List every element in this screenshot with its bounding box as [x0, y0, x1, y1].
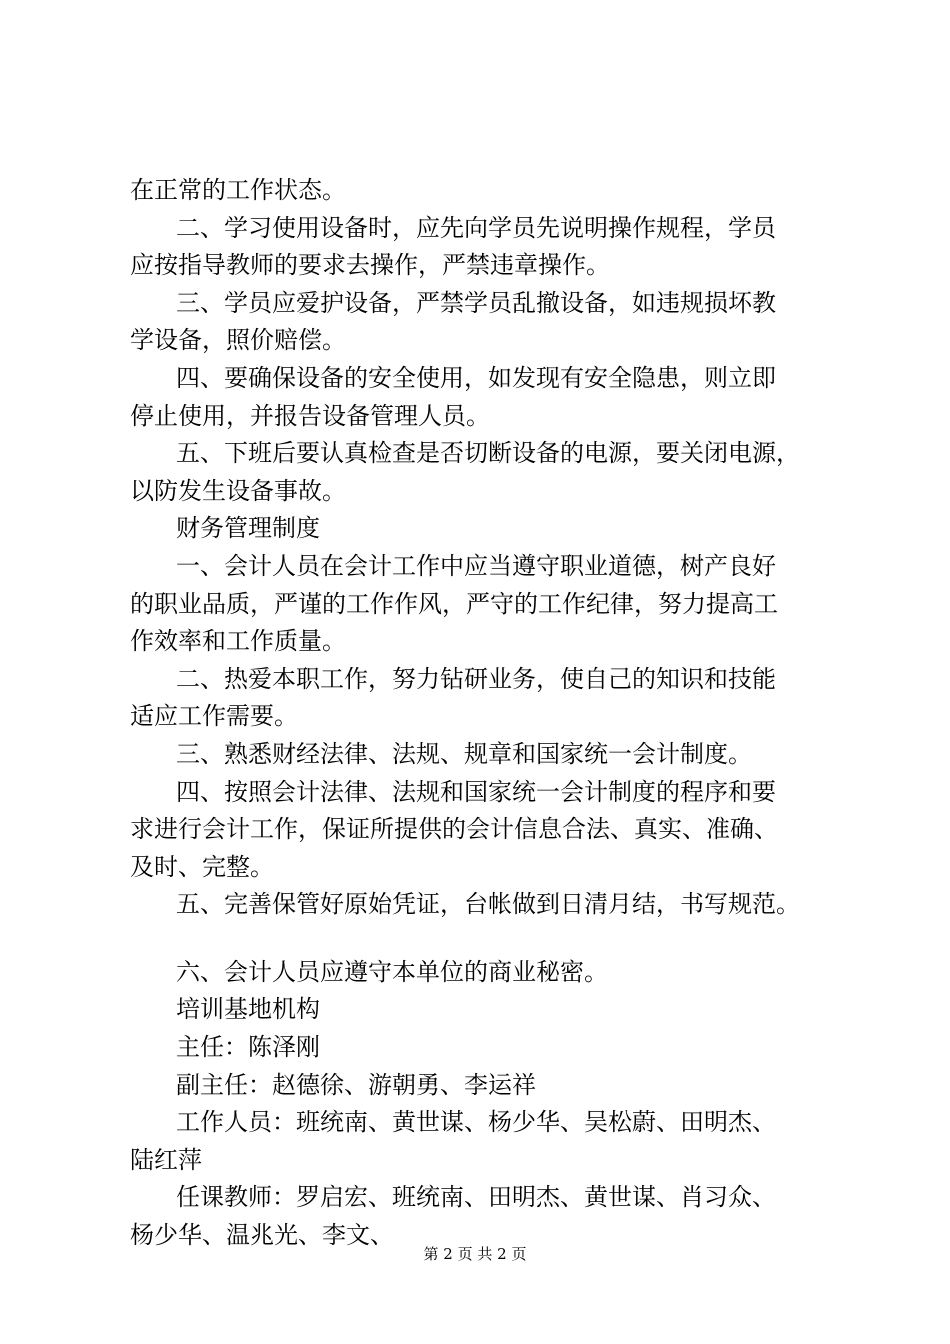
- text-line: 及时、完整。: [130, 852, 274, 881]
- text-line: 六、会计人员应遵守本单位的商业秘密。: [176, 957, 608, 986]
- text-line: 主任：陈泽刚: [176, 1033, 320, 1062]
- paragraph-group-rules: [130, 172, 850, 924]
- paragraph-gap: [130, 924, 850, 954]
- text-line: 杨少华、温兆光、李文、: [130, 1221, 394, 1250]
- text-line: 任课教师：罗启宏、班统南、田明杰、黄世谋、肖习众、: [176, 1183, 776, 1212]
- text-line: 应按指导教师的要求去操作，严禁违章操作。: [130, 251, 610, 280]
- text-line: 学设备，照价赔偿。: [130, 326, 346, 355]
- text-line: 的职业品质，严谨的工作作风，严守的工作纪律，努力提高工: [130, 589, 778, 618]
- text-line: 在正常的工作状态。: [130, 176, 346, 204]
- text-line: 培训基地机构: [176, 995, 320, 1024]
- paragraph-group-organization: [130, 954, 850, 1255]
- text-line: 二、学习使用设备时，应先向学员先说明操作规程，学员: [176, 213, 776, 242]
- text-line: 求进行会计工作，保证所提供的会计信息合法、真实、准确、: [130, 815, 778, 844]
- text-line: 停止使用，并报告设备管理人员。: [130, 401, 490, 430]
- text-line: 适应工作需要。: [130, 702, 298, 731]
- text-line: 四、要确保设备的安全使用，如发现有安全隐患，则立即: [176, 363, 776, 392]
- text-line: 财务管理制度: [176, 514, 320, 543]
- document-body: [130, 172, 850, 1255]
- text-line: 二、热爱本职工作，努力钻研业务，使自己的知识和技能: [176, 664, 776, 693]
- text-line: 一、会计人员在会计工作中应当遵守职业道德，树产良好: [176, 551, 776, 580]
- text-line: 副主任：赵德徐、游朝勇、李运祥: [176, 1070, 536, 1099]
- text-line: 三、学员应爱护设备，严禁学员乱撤设备，如违规损坏教: [176, 288, 776, 317]
- text-line: 工作人员：班统南、黄世谋、杨少华、吴松蔚、田明杰、: [176, 1108, 776, 1137]
- text-line: 三、熟悉财经法律、法规、规章和国家统一会计制度。: [176, 739, 752, 768]
- text-line: 四、按照会计法律、法规和国家统一会计制度的程序和要: [176, 777, 776, 806]
- text-line: 陆红萍: [130, 1145, 202, 1174]
- text-line: 五、下班后要认真检查是否切断设备的电源，要关闭电源，: [176, 439, 800, 468]
- text-line: 五、完善保管好原始凭证，台帐做到日清月结，书写规范。: [176, 890, 800, 919]
- text-line: 作效率和工作质量。: [130, 627, 346, 656]
- page-footer: 第 2 页 共 2 页: [423, 1245, 527, 1263]
- text-line: 以防发生设备事故。: [130, 476, 346, 505]
